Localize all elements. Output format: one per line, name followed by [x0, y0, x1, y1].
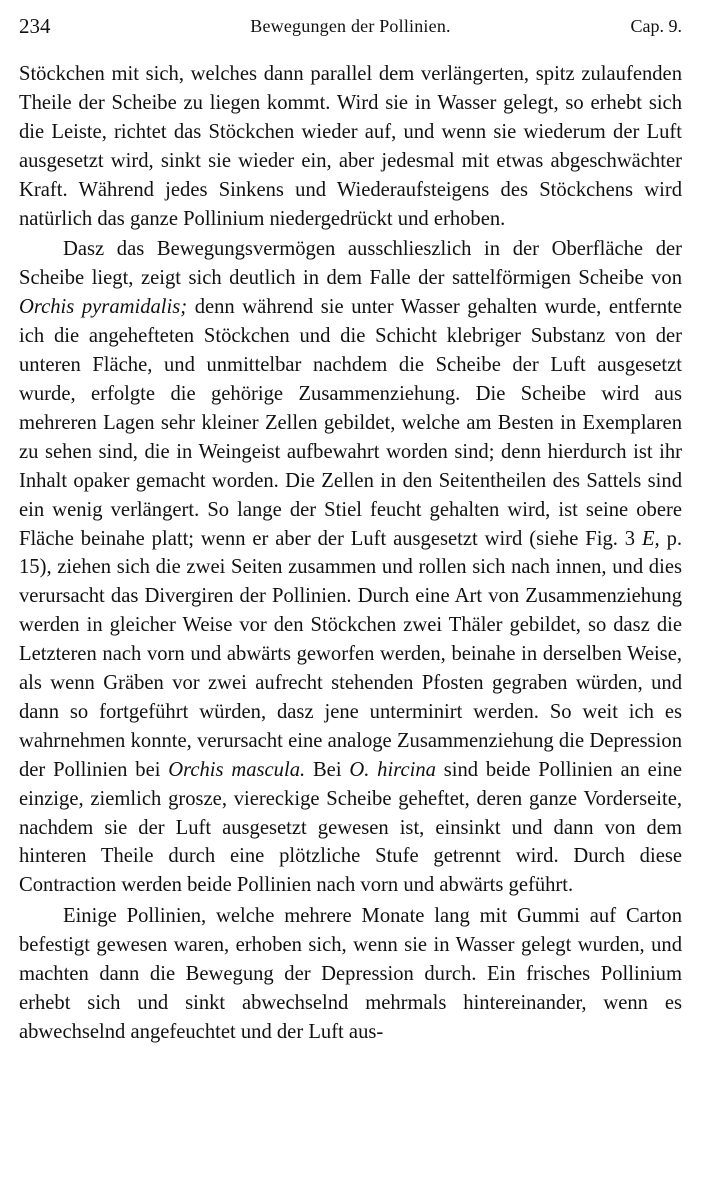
- text-run: Bei: [305, 758, 350, 781]
- text-run: denn während sie unter Wasser gehalten wurde, entfernte ich die angehefteten Stöckchen und die Schicht klebriger Substanz von der unteren Fläche, und unmittelbar nachdem die Scheibe der Luft ausgesetzt wurde, erfolgte die gehörige Zusammenziehung. Die Scheibe wird aus mehreren Lagen sehr kleiner Zellen gebildet, welche am Besten in Exemplaren zu sehen sind, die in Weingeist aufbewahrt worden sind; denn hierdurch ist ihr Inhalt opaker gemacht worden. Die Zellen in den Seitentheilen des Sattels sind ein wenig verlängert. So lange der Stiel feucht gehalten wird, ist seine obere Fläche beinahe platt; wenn er aber der Luft ausgesetzt wird (siehe Fig. 3: [19, 296, 682, 550]
- paragraph-1: [19, 60, 682, 233]
- chapter-label: Cap. 9.: [630, 16, 682, 36]
- italic-text: O. hircina: [349, 758, 436, 781]
- text-run: Stöckchen mit sich, welches dann parallel dem verlängerten, spitz zulaufenden Theile der Scheibe zu liegen kommt. Wird sie in Wasser gelegt, so erhebt sich die Leiste, richtet das Stöckchen wieder auf, und wenn sie wiederum der Luft ausgesetzt wird, sinkt sie wieder ein, aber jedesmal mit etwas abgeschwächter Kraft. Während jedes Sinkens und Wiederaufsteigens des Stöckchens wird natürlich das ganze Pollinium niedergedrückt und erhoben.: [19, 63, 682, 230]
- running-head: [19, 12, 682, 40]
- paragraph-3: [19, 902, 682, 1047]
- italic-text: Orchis pyramidalis;: [19, 296, 188, 319]
- text-run: Dasz das Bewegungsvermögen ausschlieszlich in der Oberfläche der Scheibe liegt, zeigt sich deutlich in dem Falle der sattelförmigen Scheibe von: [19, 238, 682, 290]
- text-run: Einige Pollinien, welche mehrere Monate lang mit Gummi auf Carton befestigt gewesen waren, erhoben sich, wenn sie in Wasser gelegt wurden, und machten dann die Bewegung der Depression durch. Ein frisches Pollinium erhebt sich und sinkt abwechselnd mehrmals hintereinander, wenn es abwechselnd angefeuchtet und der Luft aus-: [19, 905, 682, 1043]
- text-run: p. 15), ziehen sich die zwei Seiten zusammen und rollen sich nach innen, und dies verursacht das Divergiren der Pollinien. Durch eine Art von Zusammenziehung werden in gleicher Weise vor den Stöckchen zwei Thäler gebildet, so dasz die Letzteren nach vorn und abwärts geworfen werden, beinahe in derselben Weise, als wenn Gräben vor zwei aufrecht stehenden Pfosten gegraben würden, und dann so fortgeführt würden, dasz jene unterminirt werden. So weit ich es wahrnehmen konnte, verursacht eine analoge Zusammenziehung die Depression der Pollinien bei: [19, 527, 683, 781]
- running-title: Bewegungen der Pollinien.: [250, 16, 451, 36]
- text-run: sind beide Pollinien an eine einzige, ziemlich grosze, viereckige Scheibe geheftet, deren ganze Vorderseite, nachdem sie der Luft ausgesetzt gewesen ist, einsinkt und dann von dem hinteren Theile durch eine plötzliche Stufe getrennt wird. Durch diese Contraction werden beide Pollinien nach vorn und abwärts geführt.: [19, 758, 682, 897]
- italic-text: Orchis mascula.: [168, 758, 306, 781]
- body-text: [19, 60, 682, 1047]
- page-number: 234: [19, 14, 51, 38]
- italic-text: E,: [641, 527, 660, 550]
- paragraph-2: [19, 235, 682, 900]
